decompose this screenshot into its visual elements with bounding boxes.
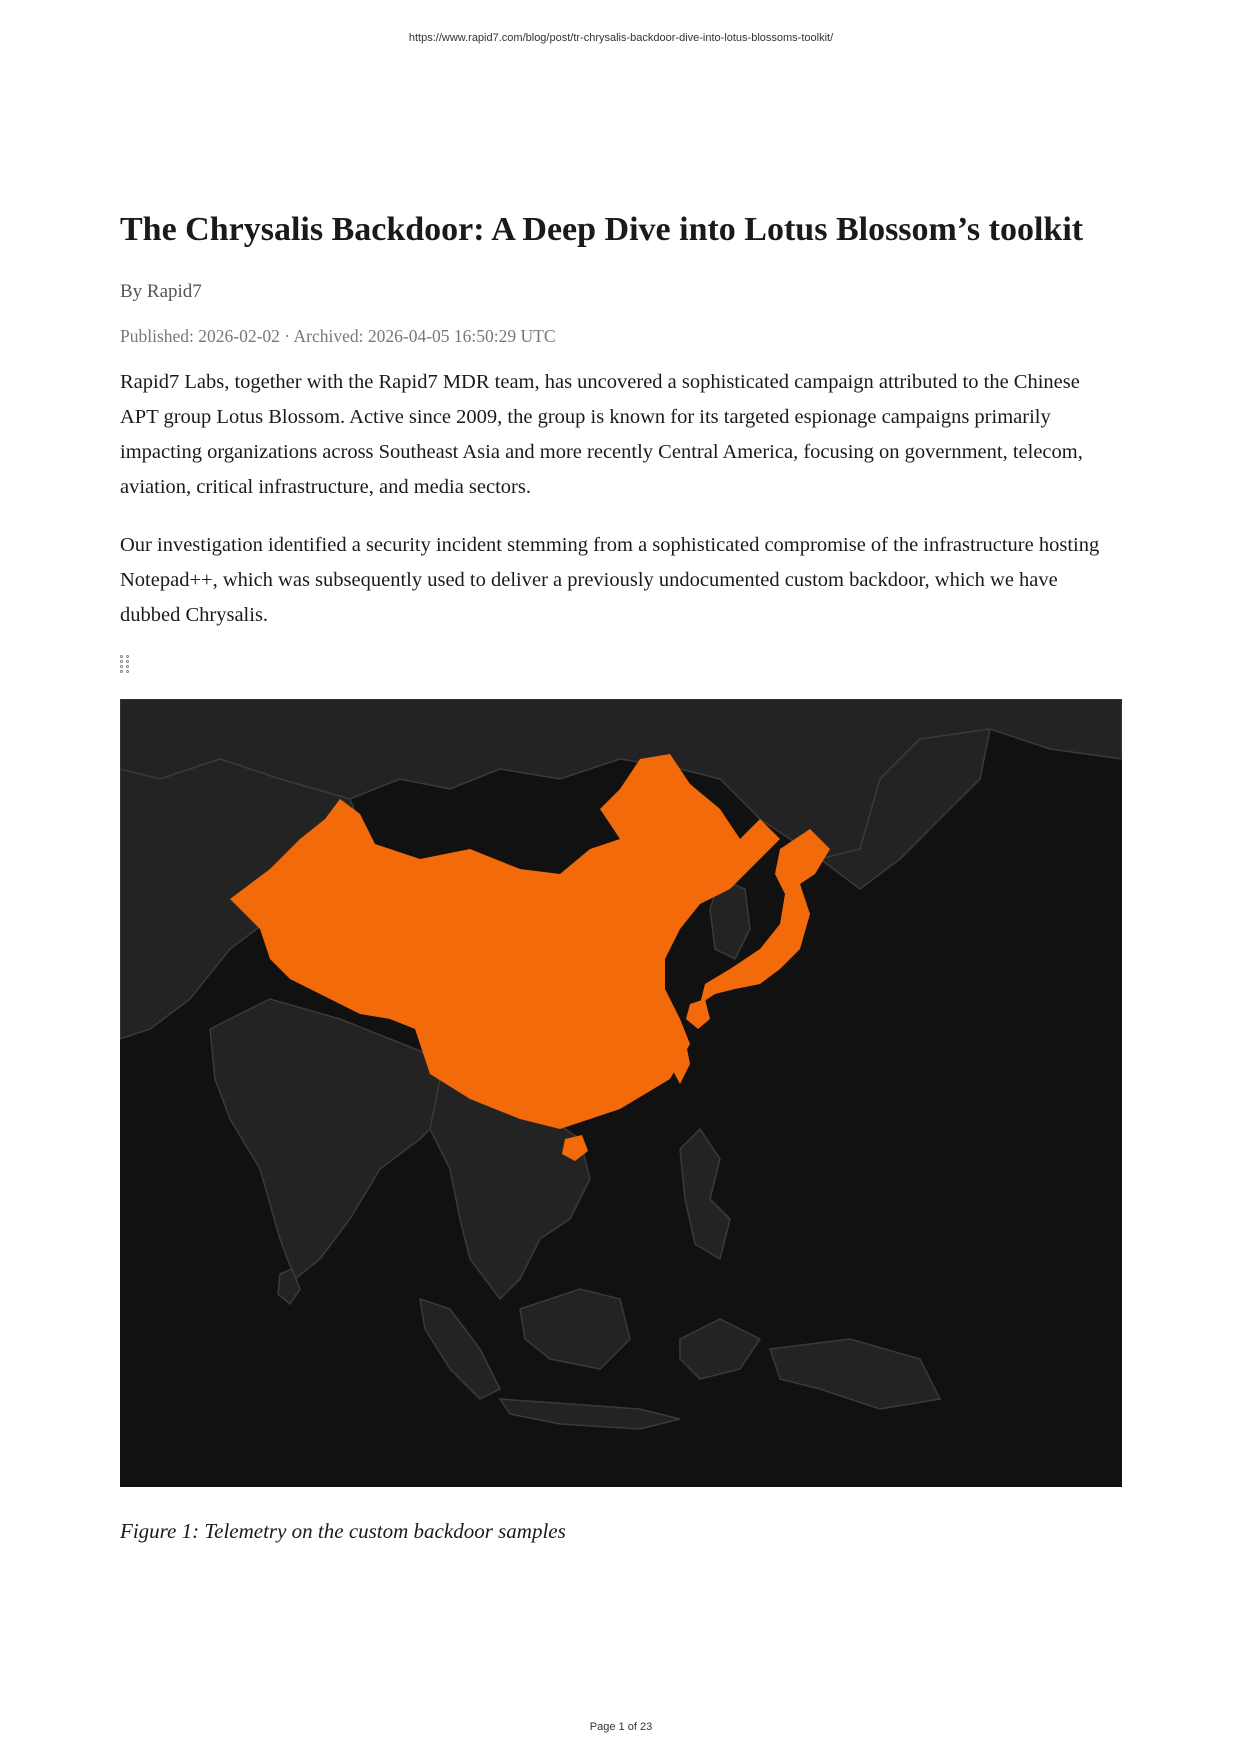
article-byline: By Rapid7 xyxy=(120,280,202,302)
asia-map-image xyxy=(120,699,1122,1487)
telemetry-map-figure xyxy=(120,699,1122,1487)
article-title: The Chrysalis Backdoor: A Deep Dive into Lotus Blossom’s toolkit xyxy=(120,211,1084,248)
article-meta: Published: 2026-02-02 · Archived: 2026-04-05 16:50:29 UTC xyxy=(120,325,556,346)
article xyxy=(120,210,1122,1544)
page-url: https://www.rapid7.com/blog/post/tr-chrysalis-backdoor-dive-into-lotus-blossoms-toolkit/ xyxy=(408,32,834,44)
page-number: Page 1 of 23 xyxy=(589,1721,653,1733)
drag-handle-icon[interactable] xyxy=(120,655,132,675)
figure-caption: Figure 1: Telemetry on the custom backdoor samples xyxy=(120,1518,566,1543)
article-paragraph: Our investigation identified a security incident stemming from a sophisticated compromise of the infrastructure hosting Notepad++, which was subsequently used to deliver a previously undocumented custom backdoor, which we have dubbed Chrysalis. xyxy=(120,533,1100,626)
article-paragraph: Rapid7 Labs, together with the Rapid7 MDR team, has uncovered a sophisticated campaign attributed to the Chinese APT group Lotus Blossom. Active since 2009, the group is known for its targeted espionage campaigns primarily impacting organizations across Southeast Asia and more recently Central America, focusing on government, telecom, aviation, critical infrastructure, and media sectors. xyxy=(120,370,1083,498)
